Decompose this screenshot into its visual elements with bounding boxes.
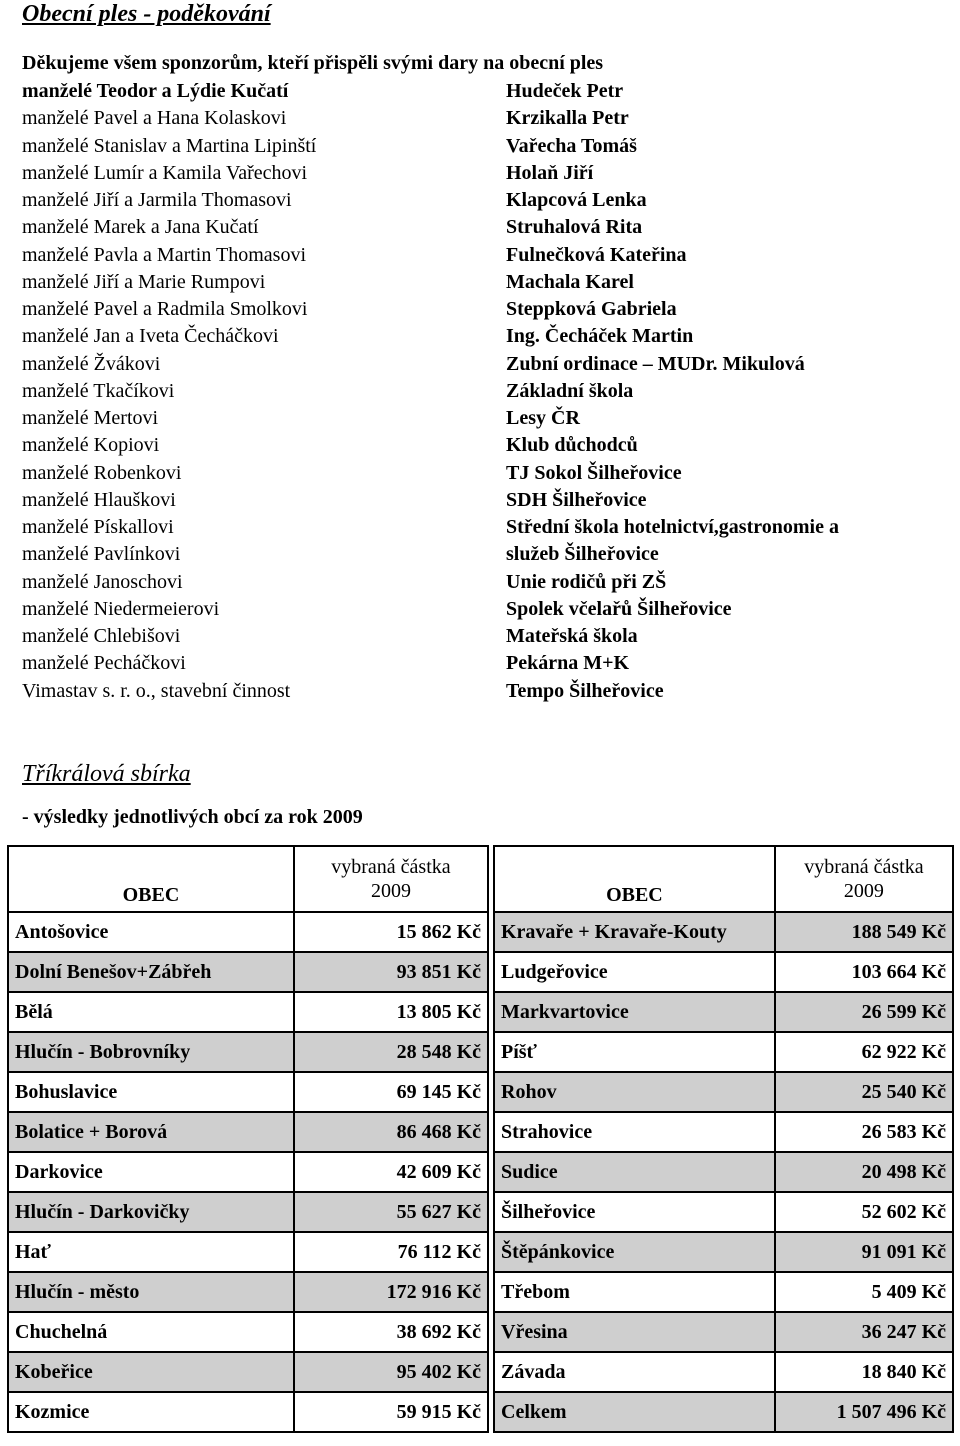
municipality-name: Štěpánkovice	[494, 1232, 775, 1272]
sponsor-list-right	[506, 78, 839, 705]
collected-amount: 103 664 Kč	[775, 952, 953, 992]
municipality-name: Vřesina	[494, 1312, 775, 1352]
table-row	[8, 1192, 488, 1232]
sponsors-intro: Děkujeme všem sponzorům, kteří přispěli svými dary na obecní ples	[22, 52, 604, 74]
sponsor-item: manželé Janoschovi	[22, 570, 183, 593]
sponsor-item: manželé Pavel a Radmila Smolkovi	[22, 298, 308, 320]
municipality-name: Třebom	[494, 1272, 775, 1312]
table-row	[494, 1232, 953, 1272]
table-row	[494, 1032, 953, 1072]
column-header-amount: vybraná částka 2009	[294, 846, 488, 912]
sponsor-item: manželé Marek a Jana Kučatí	[22, 216, 259, 239]
municipality-name: Dolní Benešov+Zábřeh	[8, 952, 294, 992]
table-row	[8, 1312, 488, 1352]
municipality-name: Markvartovice	[494, 992, 775, 1032]
sponsor-item: manželé Tkačíkovi	[22, 379, 175, 402]
collected-amount: 18 840 Kč	[775, 1352, 953, 1392]
table-row	[494, 1192, 953, 1232]
sponsor-item: manželé Lumír a Kamila Vařechovi	[22, 161, 308, 184]
table-row	[8, 912, 488, 952]
sponsor-item: manželé Kopiovi	[22, 434, 160, 457]
sponsor-item: Ing. Čecháček Martin	[506, 325, 694, 348]
municipality-name: Bělá	[8, 992, 294, 1032]
municipality-name: Kozmice	[8, 1392, 294, 1432]
table-row	[8, 1072, 488, 1112]
sponsor-item: SDH Šilheřovice	[506, 488, 647, 511]
municipality-name: Ludgeřovice	[494, 952, 775, 992]
collected-amount: 69 145 Kč	[294, 1072, 488, 1112]
municipality-name: Rohov	[494, 1072, 775, 1112]
sponsor-item: manželé Mertovi	[22, 407, 159, 429]
collected-amount: 38 692 Kč	[294, 1312, 488, 1352]
sponsor-item: Střední škola hotelnictví,gastronomie a	[506, 516, 839, 538]
sponsor-item: manželé Pavlínkovi	[22, 543, 181, 566]
collected-amount: 62 922 Kč	[775, 1032, 953, 1072]
sponsor-item: manželé Jan a Iveta Čecháčkovi	[22, 325, 279, 348]
table-row	[494, 992, 953, 1032]
municipality-name: Hlučín - Darkovičky	[8, 1192, 294, 1232]
sponsor-item: Základní škola	[506, 379, 634, 402]
sponsor-item: Hudeček Petr	[506, 80, 624, 102]
collected-amount: 42 609 Kč	[294, 1152, 488, 1192]
municipality-name: Hlučín - Bobrovníky	[8, 1032, 294, 1072]
table-row	[8, 1392, 488, 1432]
table-row	[494, 1112, 953, 1152]
sponsor-item: Zubní ordinace – MUDr. Mikulová	[506, 352, 805, 375]
sponsor-item: manželé Žvákovi	[22, 352, 161, 375]
municipality-name: Šilheřovice	[494, 1192, 775, 1232]
sponsor-item: Tempo Šilheřovice	[506, 679, 664, 702]
table-row	[8, 1352, 488, 1392]
section-title-sbirka: Tříkrálová sbírka	[22, 761, 191, 787]
sponsor-item: Mateřská škola	[506, 625, 638, 647]
municipality-name: Píšť	[494, 1032, 775, 1072]
collected-amount: 95 402 Kč	[294, 1352, 488, 1392]
results-table-left	[7, 845, 489, 1433]
municipality-name: Kravaře + Kravaře-Kouty	[494, 912, 775, 952]
municipality-name: Celkem	[494, 1392, 775, 1432]
municipality-name: Darkovice	[8, 1152, 294, 1192]
table-row	[494, 1392, 953, 1432]
table-row	[494, 1272, 953, 1312]
collected-amount: 93 851 Kč	[294, 952, 488, 992]
sponsor-item: Vařecha Tomáš	[506, 134, 637, 157]
column-header-obec: OBEC	[8, 846, 294, 912]
municipality-name: Antošovice	[8, 912, 294, 952]
sponsor-item: manželé Pecháčkovi	[22, 652, 186, 675]
collected-amount: 91 091 Kč	[775, 1232, 953, 1272]
sponsor-item: Machala Karel	[506, 270, 634, 293]
sponsor-item: Spolek včelařů Šilheřovice	[506, 597, 732, 620]
municipality-name: Chuchelná	[8, 1312, 294, 1352]
sponsor-item: Klub důchodců	[506, 434, 638, 457]
sponsor-item: Krzikalla Petr	[506, 107, 629, 130]
table-row	[8, 952, 488, 992]
column-header-amount: vybraná částka 2009	[775, 846, 953, 912]
collected-amount: 188 549 Kč	[775, 912, 953, 952]
sponsor-item: manželé Pavla a Martin Thomasovi	[22, 243, 306, 266]
table-row	[8, 1112, 488, 1152]
sponsor-item: Unie rodičů při ZŠ	[506, 570, 667, 593]
collected-amount: 26 599 Kč	[775, 992, 953, 1032]
sponsor-item: manželé Robenkovi	[22, 461, 182, 484]
collected-amount: 26 583 Kč	[775, 1112, 953, 1152]
table-row	[494, 1352, 953, 1392]
table-row	[8, 1232, 488, 1272]
sponsor-item: Lesy ČR	[506, 407, 580, 429]
sponsor-item: manželé Teodor a Lýdie Kučatí	[22, 80, 289, 102]
sponsor-item: manželé Pískallovi	[22, 516, 174, 538]
sponsor-item: Klapcová Lenka	[506, 189, 647, 211]
sponsor-item: manželé Hlauškovi	[22, 488, 176, 511]
municipality-name: Bohuslavice	[8, 1072, 294, 1112]
municipality-name: Bolatice + Borová	[8, 1112, 294, 1152]
results-subtitle: - výsledky jednotlivých obcí za rok 2009	[22, 806, 363, 828]
results-table-right	[493, 845, 954, 1433]
sponsor-item: Steppková Gabriela	[506, 298, 677, 320]
table-row	[494, 912, 953, 952]
section-title-ples: Obecní ples - poděkování	[22, 1, 271, 27]
table-row	[8, 1272, 488, 1312]
sponsor-item: manželé Jiří a Jarmila Thomasovi	[22, 189, 292, 211]
sponsor-item: Pekárna M+K	[506, 652, 630, 675]
collected-amount: 5 409 Kč	[775, 1272, 953, 1312]
table-row	[494, 1072, 953, 1112]
collected-amount: 36 247 Kč	[775, 1312, 953, 1352]
sponsor-item: manželé Chlebišovi	[22, 625, 181, 647]
collected-amount: 76 112 Kč	[294, 1232, 488, 1272]
collected-amount: 20 498 Kč	[775, 1152, 953, 1192]
municipality-name: Závada	[494, 1352, 775, 1392]
sponsor-item: manželé Stanislav a Martina Lipinští	[22, 134, 317, 157]
collected-amount: 55 627 Kč	[294, 1192, 488, 1232]
collected-amount: 13 805 Kč	[294, 992, 488, 1032]
sponsor-item: manželé Jiří a Marie Rumpovi	[22, 270, 266, 293]
sponsor-item: manželé Pavel a Hana Kolaskovi	[22, 107, 287, 130]
sponsor-item: Struhalová Rita	[506, 216, 643, 239]
sponsor-item: Fulnečková Kateřina	[506, 243, 687, 266]
table-row	[8, 1032, 488, 1072]
sponsor-item: TJ Sokol Šilheřovice	[506, 461, 682, 484]
table-row	[494, 1152, 953, 1192]
table-row	[8, 992, 488, 1032]
collected-amount: 172 916 Kč	[294, 1272, 488, 1312]
collected-amount: 1 507 496 Kč	[775, 1392, 953, 1432]
municipality-name: Strahovice	[494, 1112, 775, 1152]
collected-amount: 86 468 Kč	[294, 1112, 488, 1152]
collected-amount: 25 540 Kč	[775, 1072, 953, 1112]
table-row	[494, 1312, 953, 1352]
collected-amount: 52 602 Kč	[775, 1192, 953, 1232]
sponsor-item: Vimastav s. r. o., stavební činnost	[22, 679, 291, 702]
sponsor-item: Holaň Jiří	[506, 161, 594, 184]
table-row	[8, 1152, 488, 1192]
collected-amount: 15 862 Kč	[294, 912, 488, 952]
collected-amount: 28 548 Kč	[294, 1032, 488, 1072]
municipality-name: Hať	[8, 1232, 294, 1272]
column-header-obec: OBEC	[494, 846, 775, 912]
municipality-name: Kobeřice	[8, 1352, 294, 1392]
sponsor-item: manželé Niedermeierovi	[22, 597, 220, 620]
collected-amount: 59 915 Kč	[294, 1392, 488, 1432]
municipality-name: Sudice	[494, 1152, 775, 1192]
municipality-name: Hlučín - město	[8, 1272, 294, 1312]
table-row	[494, 952, 953, 992]
sponsor-item: služeb Šilheřovice	[506, 543, 659, 566]
sponsor-list-left	[22, 78, 316, 705]
